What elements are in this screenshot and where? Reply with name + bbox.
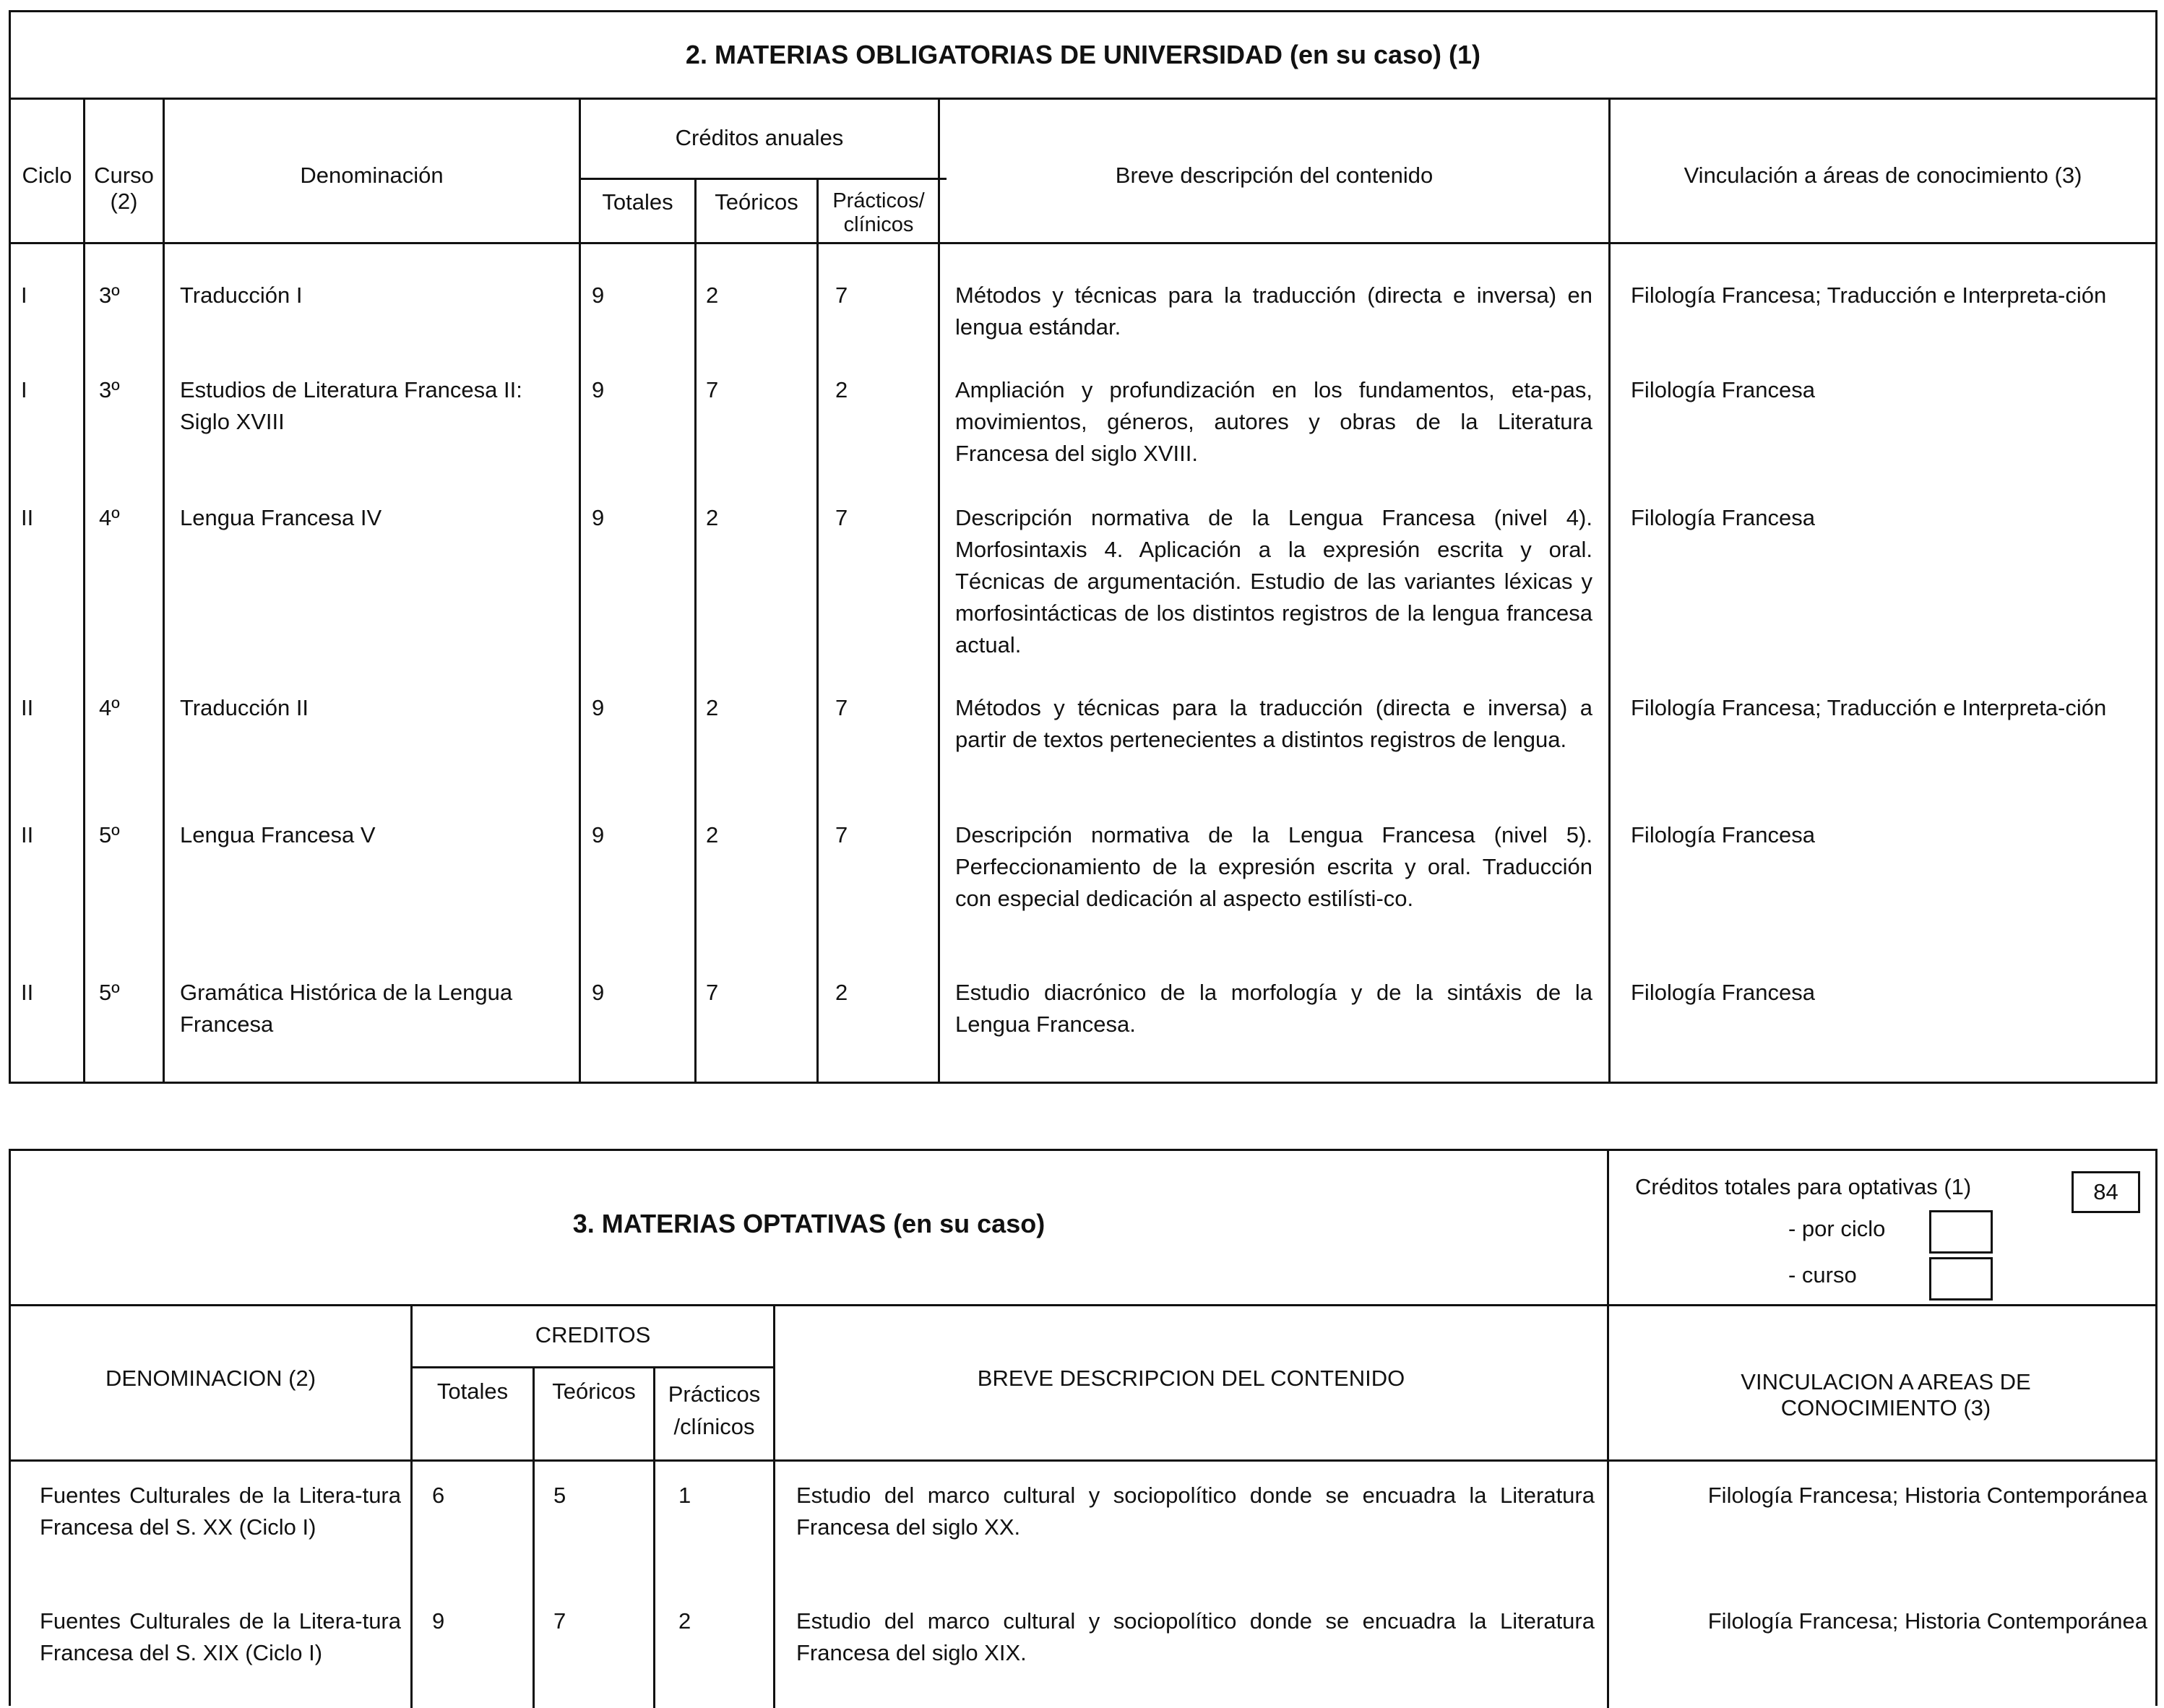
- row3-teoricos: 2: [706, 505, 719, 530]
- row4-curso: 4º: [99, 695, 120, 720]
- opt-row2-denominacion: Fuentes Culturales de la Litera-tura Francesa del S. XIX (Ciclo I): [40, 1608, 401, 1666]
- row1-totales: 9: [592, 282, 605, 308]
- header-descripcion: BREVE DESCRIPCION DEL CONTENIDO: [977, 1366, 1405, 1391]
- table1-title: 2. MATERIAS OBLIGATORIAS DE UNIVERSIDAD (en su caso) (1): [11, 12, 2155, 100]
- opt-row2-vinculacion: Filología Francesa; Historia Contemporánea: [1707, 1608, 2147, 1634]
- por-ciclo-box: [1929, 1210, 1993, 1254]
- opt-row1-vinculacion: Filología Francesa; Historia Contemporánea: [1707, 1483, 2147, 1508]
- col-divider: [694, 178, 697, 1084]
- row6-totales: 9: [592, 980, 605, 1005]
- materias-obligatorias-table: [9, 10, 2157, 1084]
- row3-denominacion: Lengua Francesa IV: [180, 505, 382, 530]
- row5-totales: 9: [592, 822, 605, 847]
- col-divider: [410, 1304, 413, 1708]
- row6-descripcion: Estudio diacrónico de la morfología y de la sintáxis de la Lengua Francesa.: [955, 980, 1592, 1038]
- col-divider: [163, 98, 165, 1084]
- row1-teoricos: 2: [706, 282, 719, 308]
- row1-practicos: 7: [835, 282, 848, 308]
- row5-practicos: 7: [835, 822, 848, 847]
- row6-vinculacion: Filología Francesa: [1631, 980, 1816, 1005]
- header-teoricos: Teóricos: [715, 189, 798, 215]
- row1-curso: 3º: [99, 282, 120, 308]
- row5-ciclo: II: [21, 822, 34, 847]
- row5-denominacion: Lengua Francesa V: [180, 822, 376, 847]
- row6-practicos: 2: [835, 980, 848, 1005]
- row4-totales: 9: [592, 695, 605, 720]
- row3-totales: 9: [592, 505, 605, 530]
- creditos-subheader-line: [579, 178, 947, 180]
- row3-curso: 4º: [99, 505, 120, 530]
- opt-row1-descripcion: Estudio del marco cultural y sociopolítico donde se encuadra la Literatura Francesa del siglo XX.: [796, 1483, 1595, 1540]
- row1-vinculacion: Filología Francesa; Traducción e Interpreta-ción: [1631, 282, 2107, 308]
- opt-row1-totales: 6: [432, 1483, 445, 1508]
- row5-teoricos: 2: [706, 822, 719, 847]
- header-ciclo: Ciclo: [22, 163, 72, 188]
- header-totales: Totales: [436, 1379, 509, 1404]
- title-bottom-line: [11, 1304, 2155, 1306]
- row2-teoricos: 7: [706, 377, 719, 402]
- opt-row2-totales: 9: [432, 1608, 445, 1634]
- row5-curso: 5º: [99, 822, 120, 847]
- materias-optativas-table: [9, 1149, 2157, 1706]
- row4-teoricos: 2: [706, 695, 719, 720]
- row1-ciclo: I: [21, 282, 27, 308]
- header-creditos: CREDITOS: [535, 1322, 651, 1347]
- opt-row1-denominacion: Fuentes Culturales de la Litera-tura Francesa del S. XX (Ciclo I): [40, 1483, 401, 1540]
- header-curso: Curso (2): [94, 163, 154, 214]
- row4-ciclo: II: [21, 695, 34, 720]
- por-ciclo-label: - por ciclo: [1788, 1216, 1886, 1241]
- row3-descripcion: Descripción normativa de la Lengua Francesa (nivel 4). Morfosintaxis 4. Aplicación a la expresión escrita y oral. Técnicas de argumentación. Estudio de las variantes léxicas y morfosintácticas de los distintos registros de la lengua francesa actual.: [955, 505, 1592, 658]
- col-divider: [579, 98, 581, 1084]
- header-teoricos: Teóricos: [552, 1379, 636, 1404]
- creditos-subheader-line: [410, 1366, 773, 1368]
- opt-row2-descripcion: Estudio del marco cultural y sociopolítico donde se encuadra la Literatura Francesa del siglo XIX.: [796, 1608, 1595, 1666]
- header-practicos: Prácticos /clínicos: [668, 1381, 761, 1439]
- header-practicos: Prácticos/ clínicos: [832, 189, 925, 237]
- curso-box: [1929, 1257, 1993, 1301]
- col-divider: [938, 98, 940, 1084]
- creditos-totales-label: Créditos totales para optativas (1): [1635, 1174, 1972, 1199]
- col-divider: [773, 1304, 775, 1708]
- row4-descripcion: Métodos y técnicas para la traducción (directa e inversa) a partir de textos pertenecientes a distintos registros de lengua.: [955, 695, 1592, 753]
- opt-row2-practicos: 2: [678, 1608, 691, 1634]
- header-totales: Totales: [602, 189, 673, 215]
- row1-descripcion: Métodos y técnicas para la traducción (directa e inversa) en lengua estándar.: [955, 282, 1592, 340]
- header-vinculacion: VINCULACION A AREAS DE CONOCIMIENTO (3): [1741, 1369, 2031, 1420]
- row6-curso: 5º: [99, 980, 120, 1005]
- row5-vinculacion: Filología Francesa: [1631, 822, 1816, 847]
- row6-teoricos: 7: [706, 980, 719, 1005]
- row3-ciclo: II: [21, 505, 34, 530]
- row4-vinculacion: Filología Francesa; Traducción e Interpreta-ción: [1631, 695, 2107, 720]
- header-denominacion: DENOMINACION (2): [105, 1366, 316, 1391]
- opt-row1-practicos: 1: [678, 1483, 691, 1508]
- row2-curso: 3º: [99, 377, 120, 402]
- row3-practicos: 7: [835, 505, 848, 530]
- header-vinculacion: Vinculación a áreas de conocimiento (3): [1684, 163, 2082, 188]
- row1-denominacion: Traducción I: [180, 282, 303, 308]
- col-divider: [1608, 98, 1611, 1084]
- header-denominacion: Denominación: [300, 163, 444, 188]
- row2-vinculacion: Filología Francesa: [1631, 377, 1816, 402]
- col-divider: [816, 178, 819, 1084]
- opt-row1-teoricos: 5: [553, 1483, 566, 1508]
- row5-descripcion: Descripción normativa de la Lengua Francesa (nivel 5). Perfeccionamiento de la expresión escrita y oral. Traducción con especial dedicación al aspecto estilísti-co.: [955, 822, 1592, 912]
- row6-ciclo: II: [21, 980, 34, 1005]
- row4-practicos: 7: [835, 695, 848, 720]
- row2-practicos: 2: [835, 377, 848, 402]
- col-divider: [1607, 1304, 1609, 1708]
- header-creditos-anuales: Créditos anuales: [675, 125, 844, 150]
- col-divider: [83, 98, 85, 1084]
- table2-title: 3. MATERIAS OPTATIVAS (en su caso): [572, 1208, 1046, 1238]
- row2-denominacion: Estudios de Literatura Francesa II: Siglo XVIII: [180, 377, 522, 435]
- row2-descripcion: Ampliación y profundización en los fundamentos, eta-pas, movimientos, géneros, autores y obras de la Literatura Francesa del siglo XVIII.: [955, 377, 1592, 467]
- header-descripcion: Breve descripción del contenido: [1115, 163, 1434, 188]
- header-bottom-line: [11, 242, 2155, 244]
- row3-vinculacion: Filología Francesa: [1631, 505, 1816, 530]
- col-divider: [533, 1366, 535, 1708]
- row6-denominacion: Gramática Histórica de la Lengua Francesa: [180, 980, 513, 1038]
- curso-label: - curso: [1788, 1262, 1857, 1288]
- header-bottom-line: [11, 1459, 2155, 1462]
- col-divider: [1607, 1151, 1609, 1304]
- row2-totales: 9: [592, 377, 605, 402]
- row4-denominacion: Traducción II: [180, 695, 309, 720]
- creditos-totales-box: 84: [2072, 1171, 2140, 1213]
- opt-row2-teoricos: 7: [553, 1608, 566, 1634]
- row2-ciclo: I: [21, 377, 27, 402]
